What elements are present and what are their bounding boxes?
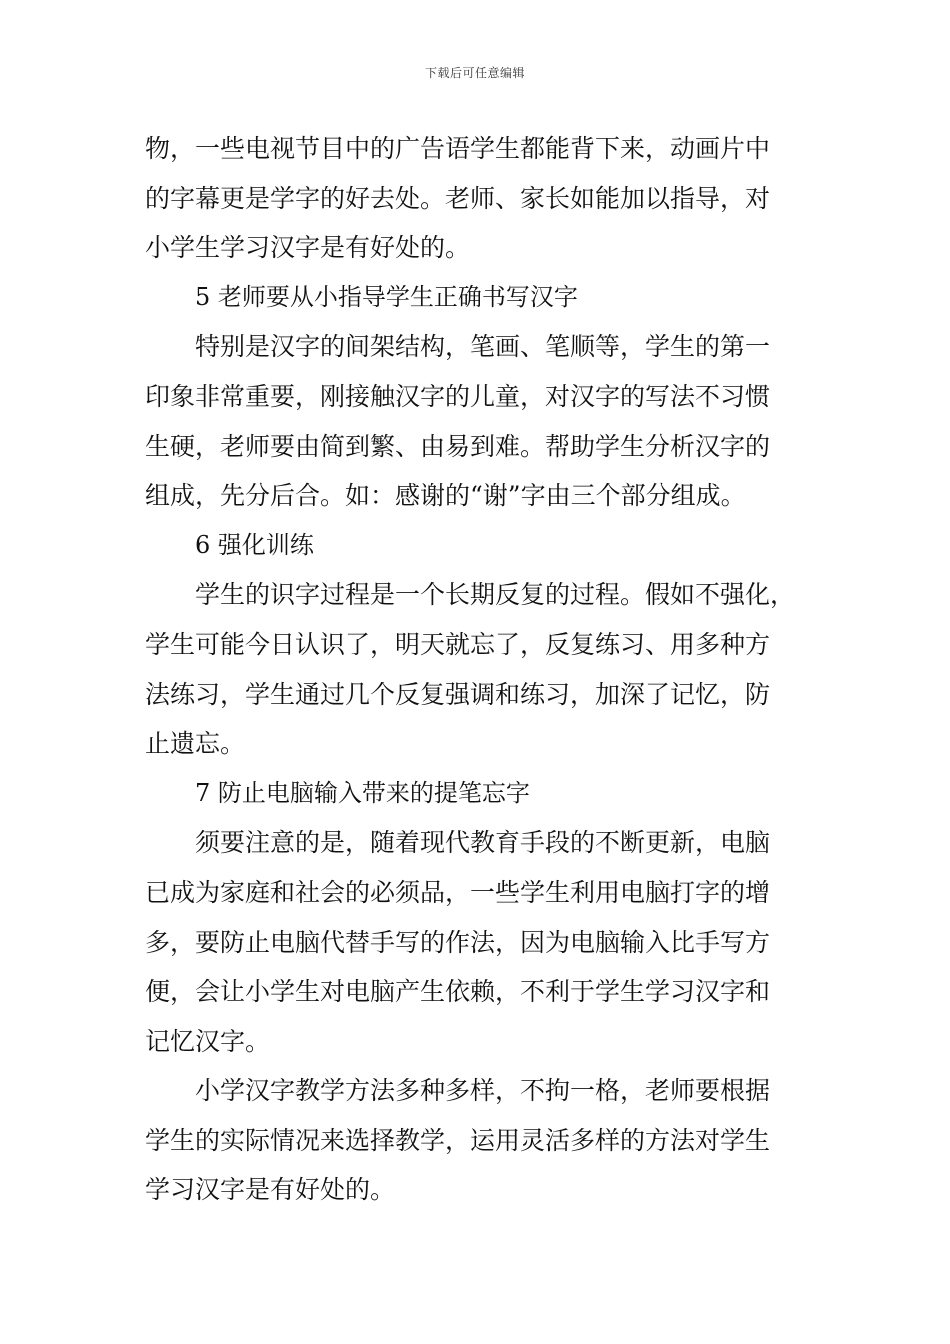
paragraph-start-line: 须要注意的是，随着现代教育手段的不断更新，电脑 — [195, 828, 771, 858]
text-line: 生硬，老师要由简到繁、由易到难。帮助学生分析汉字的 — [145, 431, 771, 461]
text-line: 印象非常重要，刚接触汉字的儿童，对汉字的写法不习惯 — [145, 381, 771, 411]
page-header: 下载后可任意编辑 — [424, 66, 525, 80]
text-line: 组成，先分后合。如：感谢的“谢”字由三个部分组成。 — [145, 481, 746, 511]
text-line: 学生可能今日认识了，明天就忘了，反复练习、用多种方 — [145, 629, 771, 659]
text-line: 学习汉字是有好处的。 — [145, 1175, 396, 1205]
paragraph-start-line: 学生的识字过程是一个长期反复的过程。假如不强化， — [195, 580, 796, 610]
text-line: 便，会让小学生对电脑产生依赖，不利于学生学习汉字和 — [145, 977, 771, 1007]
text-line: 小学生学习汉字是有好处的。 — [145, 233, 471, 263]
text-line: 止遗忘。 — [145, 729, 246, 759]
text-line: 法练习，学生通过几个反复强调和练习，加深了记忆，防 — [145, 679, 771, 709]
text-line: 记忆汉字。 — [145, 1026, 271, 1056]
section-heading-6: 6 强化训练 — [195, 530, 314, 559]
text-line: 的字幕更是学字的好去处。老师、家长如能加以指导，对 — [145, 183, 771, 213]
document-body — [145, 124, 810, 1215]
text-line: 学生的实际情况来选择教学，运用灵活多样的方法对学生 — [145, 1125, 771, 1155]
section-heading-7: 7 防止电脑输入带来的提笔忘字 — [195, 778, 530, 807]
paragraph-start-line: 小学汉字教学方法多种多样，不拘一格，老师要根据 — [195, 1076, 771, 1106]
text-line: 已成为家庭和社会的必须品，一些学生利用电脑打字的增 — [145, 877, 771, 907]
section-heading-5: 5 老师要从小指导学生正确书写汉字 — [195, 282, 578, 311]
text-line: 多，要防止电脑代替手写的作法，因为电脑输入比手写方 — [145, 927, 771, 957]
text-line: 物，一些电视节目中的广告语学生都能背下来，动画片中 — [145, 134, 771, 163]
paragraph-start-line: 特别是汉字的间架结构，笔画、笔顺等，学生的第一 — [195, 332, 771, 362]
